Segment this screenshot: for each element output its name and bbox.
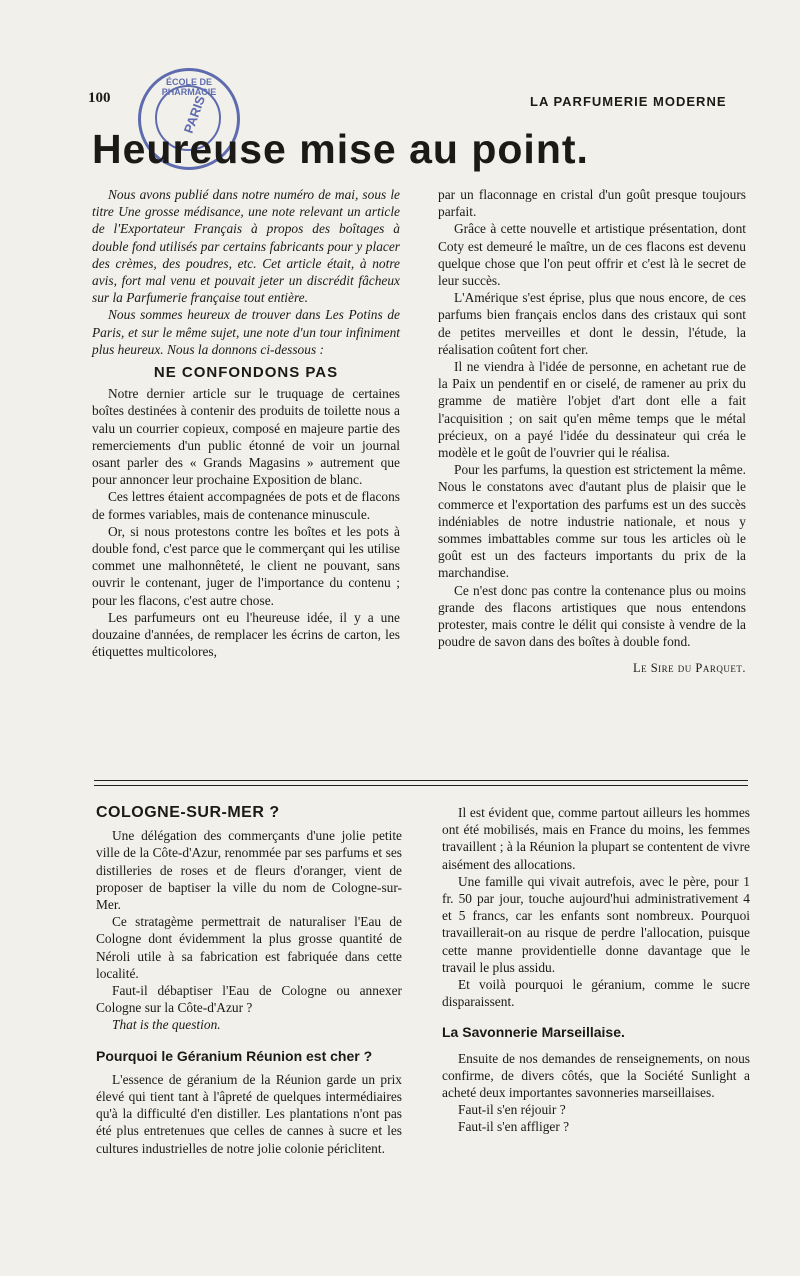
running-header: LA PARFUMERIE MODERNE [530, 94, 727, 109]
page-number: 100 [88, 90, 111, 106]
stamp-ring-text: ÉCOLE DE PHARMACIE [161, 77, 217, 97]
paragraph: Faut-il débaptiser l'Eau de Cologne ou annexer Cologne sur la Côte-d'Azur ? [96, 983, 402, 1016]
lower-column-1 [96, 804, 402, 1157]
paragraph: Ce n'est donc pas contre la contenance plus ou moins grande des flacons artistiques que nous entendons protester, mais contre le délit qui consiste à vendre de la poudre de savon dans des boîtes à double fond. [438, 582, 746, 650]
section-title: COLOGNE-SUR-MER ? [96, 804, 280, 821]
section-title: La Savonnerie Marseillaise. [442, 1024, 625, 1041]
article1-column-2 [438, 186, 746, 678]
paragraph: L'Amérique s'est éprise, plus que nous encore, de ces parfums bien français enclos dans des cristaux qui sont de petites merveilles et dont le dessin, l'étude, la réalisation coûtent fort cher. [438, 290, 746, 357]
intro-paragraph: Nous sommes heureux de trouver dans Les Potins de Paris, et sur le même sujet, une note d'un tour infiniment plus heureux. Nous la donnons ci-dessous : [92, 307, 400, 357]
paragraph: Notre dernier article sur le truquage de certaines boîtes destinées à contenir des produits de toilette nous a valu un courrier copieux, composé en majeure partie des remerciements d'un public étonné de voir un journal osant parler des « Grands Magasins » autrement que pour annoncer leur prochaine Exposition de blanc. [92, 386, 400, 488]
paragraph: Une délégation des commerçants d'une jolie petite ville de la Côte-d'Azur, renommée par ses parfums et ses distilleries de roses et de fleurs d'oranger, vient de proposer de baptiser la ville du nom de Cologne-sur-Mer. [96, 828, 402, 913]
signature: Le Sire du Parquet. [632, 661, 746, 676]
subheading: NE CONFONDONS PAS [153, 364, 339, 382]
paragraph: Ces lettres étaient accompagnées de pots et de flacons de formes variables, mais de contenance minuscule. [92, 489, 400, 522]
paragraph: Les parfumeurs ont eu l'heureuse idée, il y a une douzaine d'années, de remplacer les écrins de carton, les étiquettes multicolores, [92, 609, 400, 660]
divider-rule [94, 780, 748, 781]
paragraph: par un flaconnage en cristal d'un goût presque toujours parfait. [438, 187, 746, 220]
paragraph: Faut-il s'en affliger ? [458, 1119, 570, 1135]
paragraph: That is the question. [112, 1017, 221, 1033]
paragraph: L'essence de géranium de la Réunion garde un prix élevé qui tient tant à l'âpreté de quelques intermédiaires qu'à la difficulté d'en distiller. Les plantations n'ont pas été plus entretenues que celles de cannes à sucre et les cultures industrielles de notre jolie colonie périclitent. [96, 1071, 402, 1156]
paragraph: Et voilà pourquoi le géranium, comme le sucre disparaissent. [442, 977, 750, 1010]
section-title: Pourquoi le Géranium Réunion est cher ? [96, 1047, 373, 1064]
divider-rule [94, 785, 748, 786]
paragraph: Grâce à cette nouvelle et artistique présentation, dont Coty est demeuré le maître, un de ces flacons est devenu quelque chose que l'on peut offrir et c'est là le secret de leur succès. [438, 221, 746, 289]
paragraph: Pour les parfums, la question est strictement la même. Nous le constatons avec d'autant plus de plaisir que le commerce et l'exportation des parfums est un des succès indéniables de notre industrie nationale, et nous y sommes imbattables comme sur tous les articles où le goût est un des facteurs importants du prix de la marchandise. [438, 462, 746, 581]
stamp-city: PARIS [180, 93, 209, 136]
article-title: Heureuse mise au point. [92, 126, 589, 172]
paragraph: Faut-il s'en réjouir ? [458, 1102, 566, 1118]
paragraph: Il est évident que, comme partout ailleurs les hommes ont été mobilisés, mais en France du moins, les femmes travaillent ; à la Réunion la plupart se contentent de vivre aisément des allocations. [442, 805, 750, 872]
paragraph: Ensuite de nos demandes de renseignements, on nous confirme, de divers côtés, que la Société Sunlight a acheté deux importantes savonneries marseillaises. [442, 1050, 750, 1101]
article1-column-1 [92, 186, 400, 660]
intro-paragraph: Nous avons publié dans notre numéro de mai, sous le titre Une grosse médisance, une note relevant un article de l'Exportateur Français à propos des boîtages à double fond utilisés par certains fabricants pour y placer des crèmes, des poudres, etc. Cet article était, à notre avis, fort mal venu et pouvait jeter un discrédit fâcheux sur la Parfumerie française tout entière. [92, 187, 400, 306]
paragraph: Ce stratagème permettrait de naturaliser l'Eau de Cologne dont évidemment la plus grosse quantité de Néroli utile à sa fabrication est fabriquée dans cette localité. [96, 914, 402, 981]
paragraph: Il ne viendra à l'idée de personne, en achetant rue de la Paix un pendentif en or ciselé, de ramener au prix du gramme de matière l'objet d'art dont elle a fait l'acquisition ; on sait qu'en même temps que le métal précieux, on a payé l'idée du dessinateur qui créa le modèle et le goût de l'ouvrier qui le réalisa. [438, 359, 746, 461]
paragraph: Or, si nous protestons contre les boîtes et les pots à double fond, c'est parce que le commerçant qui les utilise commet une malhonnêteté, le client ne pouvant, sans ouvrir le contenant, juger de l'importance du contenu ; pour les flacons, c'est autre chose. [92, 523, 400, 608]
lower-column-2 [442, 804, 750, 1136]
paragraph: Une famille qui vivait autrefois, avec le père, pour 1 fr. 50 par jour, touche aujourd'hui administrativement 4 et 5 francs, car les enfants sont nombreux. Pourquoi travaillerait-on au risque de perdre l'allocation, puisque cette manne providentielle donne davantage que le travail le plus assidu. [442, 873, 750, 975]
